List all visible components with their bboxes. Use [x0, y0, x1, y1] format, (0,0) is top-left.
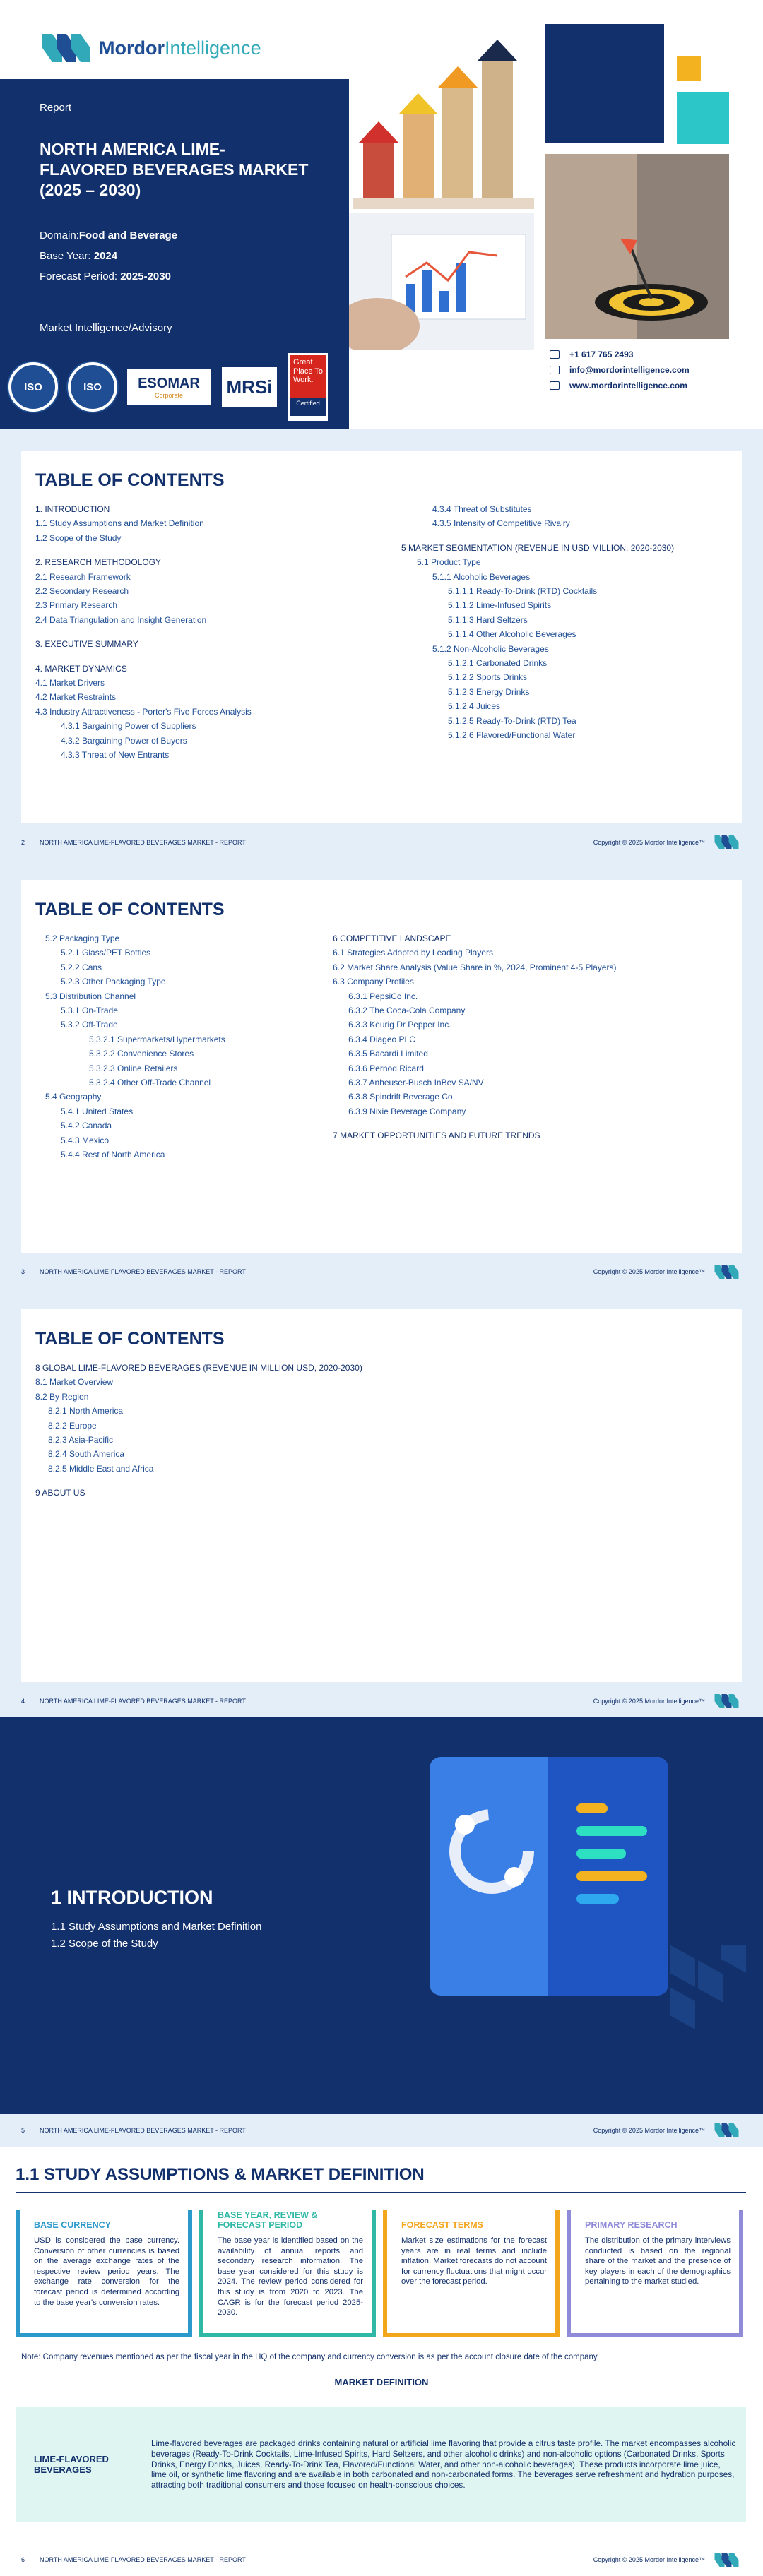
toc-card — [21, 451, 742, 823]
toc-title: TABLE OF CONTENTS — [35, 1329, 225, 1349]
box-heading: BASE CURRENCY — [34, 2220, 112, 2230]
brand-name-light: Intelligence — [164, 37, 261, 59]
assumption-boxes — [16, 2210, 743, 2337]
section-title: 1.1 STUDY ASSUMPTIONS & MARKET DEFINITION — [16, 2165, 425, 2184]
box-heading: BASE YEAR, REVIEW & FORECAST PERIOD — [218, 2210, 318, 2230]
toc-entry[interactable]: 8.2 By Region — [35, 1391, 89, 1402]
web-text: www.mordorintelligence.com — [569, 381, 687, 390]
phone-text: +1 617 765 2493 — [569, 350, 634, 359]
base-currency-box — [16, 2210, 192, 2337]
toc-entry[interactable]: 4.2 Market Restraints — [35, 692, 117, 703]
base-year-line — [40, 250, 309, 262]
iso-badge-2: ISO — [68, 362, 117, 412]
toc-spacer — [35, 1476, 671, 1486]
footer-title: NORTH AMERICA LIME-FLAVORED BEVERAGES MARKET - REPORT — [40, 1698, 246, 1705]
page-number: 5 — [21, 2127, 25, 2134]
toc-entry[interactable]: 5.2.2 Cans — [61, 962, 102, 972]
title-divider — [16, 2192, 746, 2193]
toc-entry[interactable]: 4.3 Industry Attractiveness - Porter's Five Forces Analysis — [35, 706, 252, 717]
box-heading: PRIMARY RESEARCH — [585, 2220, 678, 2230]
toc-entry[interactable]: 8.2.2 Europe — [48, 1420, 97, 1431]
toc-entry[interactable]: 6.2 Market Share Analysis (Value Share in %, 2024, Prominent 4-5 Players) — [333, 962, 617, 972]
dashboard-illustration-icon — [430, 1757, 668, 1996]
toc-entry[interactable]: 5.3.2.1 Supermarkets/Hypermarkets — [89, 1034, 225, 1044]
toc-entry[interactable]: 5.4.3 Mexico — [61, 1135, 110, 1145]
toc-entry[interactable]: 4.3.3 Threat of New Entrants — [61, 750, 170, 761]
toc-entry[interactable]: 6.3 Company Profiles — [333, 977, 414, 987]
toc-entry[interactable]: 6.3.1 PepsiCo Inc. — [348, 991, 418, 1001]
iso-badge-1: ISO — [8, 362, 58, 412]
definition-term: LIME-FLAVORED BEVERAGES — [34, 2454, 109, 2475]
page-footer — [0, 826, 763, 859]
great-place-to-work-badge: Great Place To Work. Certified — [288, 353, 328, 421]
page-number: 2 — [21, 839, 25, 846]
toc-page-3 — [0, 1288, 763, 1717]
toc-entry[interactable]: 5.3.2 Off-Trade — [61, 1020, 118, 1030]
footer-title: NORTH AMERICA LIME-FLAVORED BEVERAGES MARKET - REPORT — [40, 2127, 246, 2134]
intro-item: 1.2 Scope of the Study — [51, 1938, 158, 1950]
phone-icon — [550, 350, 560, 359]
toc-entry[interactable]: 4. MARKET DYNAMICS — [35, 663, 127, 674]
forecast-value: 2025-2030 — [120, 270, 171, 283]
page-number: 4 — [21, 1698, 25, 1705]
page-footer — [0, 2114, 763, 2147]
forecast-terms-box — [383, 2210, 560, 2337]
toc-entry[interactable]: 8.2.4 South America — [48, 1449, 125, 1460]
toc-entry[interactable]: 2.4 Data Triangulation and Insight Generation — [35, 614, 207, 625]
toc-entry[interactable]: 5.1.1.4 Other Alcoholic Beverages — [448, 629, 576, 640]
intro-text-block — [51, 1887, 262, 1952]
toc-entry[interactable]: 5.3 Distribution Channel — [45, 991, 136, 1001]
toc-entry[interactable]: 5.3.1 On-Trade — [61, 1006, 118, 1016]
toc-left-column — [35, 1361, 671, 1501]
toc-entry[interactable]: 5.1.1.2 Lime-Infused Spirits — [448, 600, 552, 611]
email-row[interactable] — [550, 365, 690, 375]
decor-yellow-square — [677, 56, 701, 80]
report-title: NORTH AMERICA LIME-FLAVORED BEVERAGES MARKET (2025 – 2030) — [40, 140, 309, 199]
toc-spacer — [333, 1119, 728, 1128]
page-number: 3 — [21, 1268, 25, 1275]
domain-line — [40, 229, 309, 242]
base-year-label: Base Year: — [40, 250, 91, 263]
toc-spacer — [401, 531, 726, 541]
mini-logo-icon — [712, 835, 742, 849]
mini-logo-icon — [712, 1265, 742, 1279]
toc-entry[interactable]: 4.1 Market Drivers — [35, 678, 105, 688]
footer-copyright: Copyright © 2025 Mordor Intelligence™ — [593, 839, 705, 846]
toc-entry[interactable]: 6 COMPETITIVE LANDSCAPE — [333, 934, 451, 943]
forecast-line — [40, 270, 309, 282]
toc-entry[interactable]: 5.1.2.2 Sports Drinks — [448, 672, 528, 683]
bar-houses-illustration — [353, 28, 534, 209]
toc-entry[interactable]: 5.4.4 Rest of North America — [61, 1150, 165, 1160]
box-text: The base year is identified based on the availability of annual reports and secondary research information. The base year considered for this study is 2024. The review period considered for this study is from 2020 to 2023. The CAGR is for the forecast period 2025-2030. — [218, 2236, 363, 2318]
toc-entry[interactable]: 5.1 Product Type — [417, 557, 481, 568]
toc-entry[interactable]: 5.4 Geography — [45, 1092, 102, 1102]
footer-title: NORTH AMERICA LIME-FLAVORED BEVERAGES MARKET - REPORT — [40, 1268, 246, 1275]
toc-entry[interactable]: 5.3.2.2 Convenience Stores — [89, 1049, 194, 1059]
page-number: 6 — [21, 2556, 25, 2563]
toc-entry[interactable]: 5.1.2.4 Juices — [448, 701, 501, 712]
domain-label: Domain: — [40, 229, 79, 242]
introduction-page — [0, 1717, 763, 2147]
toc-entry[interactable]: 5.1.2 Non-Alcoholic Beverages — [432, 643, 549, 654]
toc-entry[interactable]: 5.1.1.3 Hard Seltzers — [448, 614, 528, 625]
toc-entry[interactable]: 6.3.6 Pernod Ricard — [348, 1063, 424, 1073]
brand-name-bold: Mordor — [99, 37, 165, 59]
toc-left-column — [35, 931, 333, 1162]
advisory-label: Market Intelligence/Advisory — [40, 322, 172, 335]
toc-entry[interactable]: 8 GLOBAL LIME-FLAVORED BEVERAGES (REVENUE IN MILLION USD, 2020-2030) — [35, 1363, 362, 1373]
cover-page — [0, 0, 763, 429]
definition-text: Lime-flavored beverages are packaged drinks containing natural or artificial lime flavoring that provide a citrus taste profile. The market encompasses alcoholic beverages (Ready-To-Drink Cocktails, Lime-Infused Spirits, Hard Seltzers, and other alcoholic drinks) and non-alcoholic options (Carbonated Drinks, Sports Drinks, Energy Drinks, Juices, Ready-To-Drink Tea, Flavored/Functional Water, and other non-alcoholic beverages). These products incorporate lime juice, lime oil, or synthetic lime flavoring and are available in both carbonated and non-carbonated forms. The beverages serve refreshment and hydration purposes, attracting both traditional consumers and those focused on health-conscious choices. — [151, 2438, 736, 2491]
esomar-badge: ESOMAR Corporate — [127, 369, 211, 405]
toc-entry[interactable]: 6.3.8 Spindrift Beverage Co. — [348, 1092, 455, 1102]
toc-entry[interactable]: 1.1 Study Assumptions and Market Definition — [35, 518, 204, 529]
footer-copyright: Copyright © 2025 Mordor Intelligence™ — [593, 2127, 705, 2134]
toc-entry[interactable]: 4.3.4 Threat of Substitutes — [432, 504, 532, 514]
toc-entry[interactable]: 5.1.2.6 Flavored/Functional Water — [448, 730, 576, 741]
box-text: Market size estimations for the forecast years are in real terms and include inflation. Market forecasts do not account for currency fluctuations that might occur over the forecast period. — [401, 2236, 547, 2286]
toc-entry[interactable]: 5.1.2.5 Ready-To-Drink (RTD) Tea — [448, 715, 576, 726]
toc-card — [21, 1309, 742, 1682]
certification-badges — [8, 353, 328, 421]
toc-entry[interactable]: 5.3.2.3 Online Retailers — [89, 1063, 178, 1073]
toc-entry[interactable]: 5.2 Packaging Type — [45, 934, 120, 943]
toc-entry[interactable]: 4.3.2 Bargaining Power of Buyers — [61, 735, 187, 746]
decor-navy-square — [545, 24, 664, 143]
toc-entry[interactable]: 5.2.3 Other Packaging Type — [61, 977, 166, 987]
mrsi-badge: MRSi — [220, 366, 278, 408]
mordor-logo-icon — [42, 34, 92, 62]
page-footer — [0, 1256, 763, 1288]
currency-note: Note: Company revenues mentioned as per the fiscal year in the HQ of the company and currency conversion is as per the account closure date of the company. — [21, 2353, 600, 2361]
toc-entry[interactable]: 3. EXECUTIVE SUMMARY — [35, 639, 138, 650]
toc-title: TABLE OF CONTENTS — [35, 900, 225, 919]
toc-entry[interactable]: 6.3.2 The Coca-Cola Company — [348, 1006, 466, 1016]
toc-entry[interactable]: 7 MARKET OPPORTUNITIES AND FUTURE TRENDS — [333, 1131, 540, 1141]
toc-entry[interactable]: 2.3 Primary Research — [35, 600, 118, 611]
toc-entry[interactable]: 8.1 Market Overview — [35, 1377, 114, 1388]
footer-copyright: Copyright © 2025 Mordor Intelligence™ — [593, 2556, 705, 2563]
decor-chevrons-icon — [670, 1945, 746, 2029]
forecast-label: Forecast Period: — [40, 270, 118, 283]
toc-entry[interactable]: 1. INTRODUCTION — [35, 504, 110, 514]
toc-spacer — [35, 545, 401, 555]
toc-entry[interactable]: 8.2.1 North America — [48, 1406, 124, 1417]
toc-entry[interactable]: 2.2 Secondary Research — [35, 586, 129, 597]
toc-title: TABLE OF CONTENTS — [35, 470, 225, 490]
toc-entry[interactable]: 9 ABOUT US — [35, 1488, 85, 1498]
toc-entry[interactable]: 8.2.3 Asia-Pacific — [48, 1435, 114, 1445]
footer-title: NORTH AMERICA LIME-FLAVORED BEVERAGES MARKET - REPORT — [40, 2556, 246, 2563]
toc-entry[interactable]: 1.2 Scope of the Study — [35, 532, 122, 543]
toc-right-column — [401, 502, 726, 763]
toc-entry[interactable]: 6.1 Strategies Adopted by Leading Players — [333, 948, 493, 958]
toc-entry[interactable]: 8.2.5 Middle East and Africa — [48, 1463, 154, 1474]
toc-entry[interactable]: 2. RESEARCH METHODOLOGY — [35, 557, 162, 568]
toc-entry[interactable]: 5.1.2.3 Energy Drinks — [448, 686, 530, 697]
toc-entry[interactable]: 5.1.1 Alcoholic Beverages — [432, 571, 531, 582]
page-footer — [0, 1685, 763, 1717]
market-definition-box — [16, 2407, 746, 2522]
report-label: Report — [40, 102, 72, 114]
base-year-box — [199, 2210, 376, 2337]
web-row[interactable] — [550, 381, 690, 390]
primary-research-box — [567, 2210, 743, 2337]
intro-title: 1 INTRODUCTION — [51, 1887, 213, 1908]
toc-entry[interactable]: 5.3.2.4 Other Off-Trade Channel — [89, 1078, 211, 1088]
study-assumptions-page — [0, 2147, 763, 2576]
brand-logo — [42, 34, 261, 62]
email-text: info@mordorintelligence.com — [569, 365, 690, 375]
page-footer — [0, 2544, 763, 2576]
market-definition-label: MARKET DEFINITION — [334, 2377, 429, 2387]
analytics-photo — [349, 213, 534, 350]
toc-spacer — [35, 652, 401, 662]
footer-copyright: Copyright © 2025 Mordor Intelligence™ — [593, 1268, 705, 1275]
globe-icon — [550, 381, 560, 390]
toc-entry[interactable]: 5.4.2 Canada — [61, 1121, 112, 1131]
toc-entry[interactable]: 4.3.1 Bargaining Power of Suppliers — [61, 721, 196, 732]
domain-value: Food and Beverage — [78, 229, 178, 242]
toc-entry[interactable]: 5 MARKET SEGMENTATION (REVENUE IN USD MILLION, 2020-2030) — [401, 542, 675, 553]
toc-entry[interactable]: 6.3.9 Nixie Beverage Company — [348, 1106, 466, 1116]
toc-entry[interactable]: 6.3.7 Anheuser-Busch InBev SA/NV — [348, 1078, 484, 1088]
phone-row[interactable] — [550, 350, 690, 359]
toc-card — [21, 880, 742, 1253]
toc-right-column — [333, 931, 728, 1162]
contact-details — [550, 350, 690, 396]
toc-entry[interactable]: 4.3.5 Intensity of Competitive Rivalry — [432, 518, 570, 529]
toc-entry[interactable]: 6.3.5 Bacardi Limited — [348, 1049, 428, 1059]
toc-page-2 — [0, 859, 763, 1288]
dartboard-photo — [545, 154, 729, 339]
decor-teal-square — [677, 92, 729, 144]
toc-entry[interactable]: 6.3.3 Keurig Dr Pepper Inc. — [348, 1020, 451, 1030]
base-year-value: 2024 — [93, 250, 118, 263]
mini-logo-icon — [712, 1694, 742, 1708]
footer-copyright: Copyright © 2025 Mordor Intelligence™ — [593, 1698, 705, 1705]
toc-page-1 — [0, 429, 763, 859]
toc-entry[interactable]: 5.4.1 United States — [61, 1106, 134, 1116]
box-text: The distribution of the primary interviews conducted is based on the regional share of the market and the presence of key players in each of the demographics pertaining to the market studied. — [585, 2236, 731, 2286]
footer-title: NORTH AMERICA LIME-FLAVORED BEVERAGES MARKET - REPORT — [40, 839, 246, 846]
toc-entry[interactable]: 5.2.1 Glass/PET Bottles — [61, 948, 151, 958]
toc-spacer — [35, 627, 401, 637]
toc-left-column — [35, 502, 401, 763]
mail-icon — [550, 366, 560, 374]
mini-logo-icon — [712, 2553, 742, 2567]
box-text: USD is considered the base currency. Conversion of other currencies is based on the average exchange rates of the respective review period years. The exchange rate conversion for the forecast period is determined according to the base year's conversion rates. — [34, 2236, 179, 2307]
toc-entry[interactable]: 5.1.2.1 Carbonated Drinks — [448, 658, 548, 669]
toc-entry[interactable]: 2.1 Research Framework — [35, 571, 131, 582]
toc-entry[interactable]: 6.3.4 Diageo PLC — [348, 1034, 415, 1044]
toc-entry[interactable]: 5.1.1.1 Ready-To-Drink (RTD) Cocktails — [448, 586, 598, 597]
intro-item: 1.1 Study Assumptions and Market Definition — [51, 1921, 262, 1933]
mini-logo-icon — [712, 2123, 742, 2137]
box-heading: FORECAST TERMS — [401, 2220, 483, 2230]
